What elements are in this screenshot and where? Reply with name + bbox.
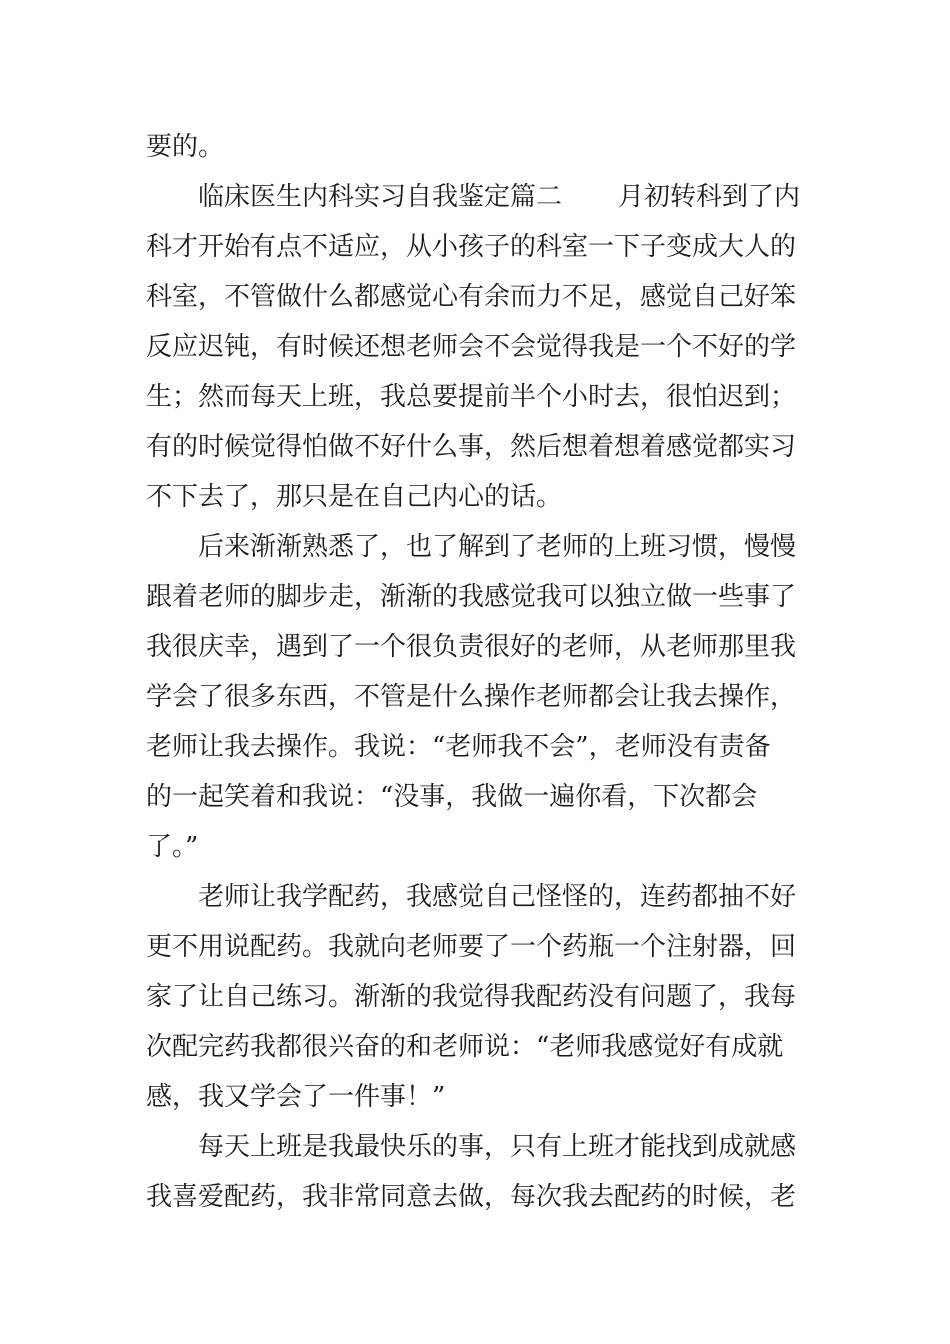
text-line bbox=[146, 372, 811, 422]
text-line bbox=[146, 172, 811, 222]
text-line bbox=[146, 472, 811, 522]
text-line bbox=[146, 522, 811, 572]
section-heading: 临床医生内科实习自我鉴定篇二 bbox=[198, 182, 563, 212]
text-line-content: 有的时候觉得怕做不好什么事，然后想着想着感觉都实习 bbox=[146, 432, 797, 462]
text-line bbox=[146, 822, 811, 872]
text-line bbox=[146, 322, 811, 372]
text-line bbox=[146, 1122, 811, 1172]
text-line bbox=[146, 272, 811, 322]
text-line bbox=[146, 422, 811, 472]
text-line-content: 要的。 bbox=[146, 132, 225, 162]
text-line bbox=[146, 1022, 811, 1072]
text-line-content: 我喜爱配药，我非常同意去做，每次我去配药的时候，老 bbox=[146, 1182, 797, 1212]
text-line-content: 老师让我去操作。我说：“老师我不会”，老师没有责备 bbox=[146, 732, 771, 762]
text-line bbox=[146, 222, 811, 272]
text-line bbox=[146, 1072, 811, 1122]
text-line bbox=[146, 772, 811, 822]
text-line-content: 更不用说配药。我就向老师要了一个药瓶一个注射器，回 bbox=[146, 932, 797, 962]
text-line bbox=[146, 922, 811, 972]
text-line bbox=[146, 672, 811, 722]
text-line-content: 月初转科到了内 bbox=[618, 182, 801, 212]
text-line-content: 次配完药我都很兴奋的和老师说：“老师我感觉好有成就 bbox=[146, 1032, 784, 1062]
text-line-content: 老师让我学配药，我感觉自己怪怪的，连药都抽不好 bbox=[198, 882, 797, 912]
text-line bbox=[146, 1172, 811, 1222]
text-line-content: 后来渐渐熟悉了，也了解到了老师的上班习惯，慢慢 bbox=[198, 532, 797, 562]
text-line bbox=[146, 972, 811, 1022]
text-line-content: 科室，不管做什么都感觉心有余而力不足，感觉自己好笨 bbox=[146, 282, 797, 312]
text-line-content: 学会了很多东西，不管是什么操作老师都会让我去操作， bbox=[146, 682, 797, 712]
text-line bbox=[146, 622, 811, 672]
text-line bbox=[146, 872, 811, 922]
text-line-content: 家了让自己练习。渐渐的我觉得我配药没有问题了，我每 bbox=[146, 982, 797, 1012]
text-line bbox=[146, 122, 811, 172]
body-text bbox=[146, 122, 811, 1222]
text-line-content: 感，我又学会了一件事！” bbox=[146, 1082, 446, 1112]
text-line-content: 了。” bbox=[146, 832, 199, 862]
text-line-content: 每天上班是我最快乐的事，只有上班才能找到成就感 bbox=[198, 1132, 797, 1162]
text-line-content: 科才开始有点不适应，从小孩子的科室一下子变成大人的 bbox=[146, 232, 797, 262]
text-line-content: 跟着老师的脚步走，渐渐的我感觉我可以独立做一些事了 bbox=[146, 582, 797, 612]
text-line-content: 我很庆幸，遇到了一个很负责很好的老师，从老师那里我 bbox=[146, 632, 797, 662]
text-line-content: 的一起笑着和我说：“没事，我做一遍你看，下次都会 bbox=[146, 782, 758, 812]
text-line-content: 反应迟钝，有时候还想老师会不会觉得我是一个不好的学 bbox=[146, 332, 797, 362]
text-line-content: 生；然而每天上班，我总要提前半个小时去，很怕迟到； bbox=[146, 382, 797, 412]
text-line bbox=[146, 572, 811, 622]
text-line bbox=[146, 722, 811, 772]
text-line-content: 不下去了，那只是在自己内心的话。 bbox=[146, 482, 563, 512]
